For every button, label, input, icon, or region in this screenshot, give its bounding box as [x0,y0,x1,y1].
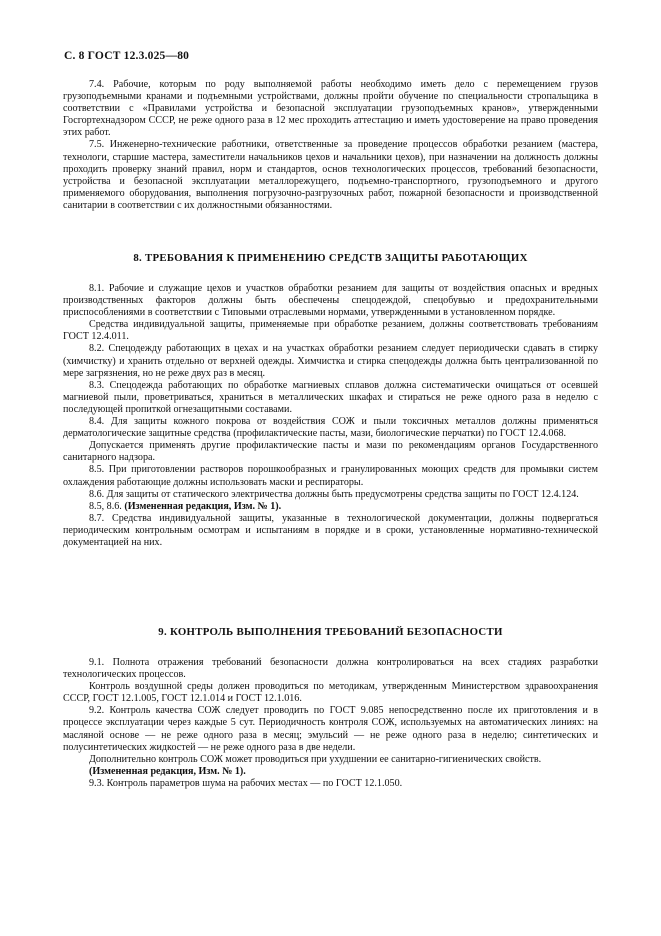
section8-text [63,283,598,549]
paragraph-7-5: 7.5. Инженерно-технические работники, ответственные за проведение процессов обработки резанием (мастера, технологи, старшие мастера, заместители начальников цехов и начальники цехов), при назначении на должность должны проходить проверку знаний правил, норм и стандартов, основ технологических процессов, требований безопасности, устройства и безопасной эксплуатации металлорежущего, подъемно-транспортного, грузоподъемного и другого применяемого оборудования, выполнения погрузочно-разгрузочных работ, пожарной безопасности и производственной санитарии в соответствии с их должностными обязанностями. [63,139,598,211]
paragraph-9-2: 9.2. Контроль качества СОЖ следует проводить по ГОСТ 9.085 непосредственно после их приготовления и в процессе эксплуатации через каждые 5 сут. Периодичность контроля СОЖ, используемых на автоматических линиях: на масляной основе — не реже одного раза в месяц; эмульсий — не реже одного раза в неделю; синтетических и полусинтетических жидкостей — не реже одного раза в две недели. [63,705,598,753]
paragraph-8-1-siz: Средства индивидуальной защиты, применяемые при обработке резанием, должны соответствовать требованиям ГОСТ 12.4.011. [63,319,598,343]
edit-note-9: (Измененная редакция, Изм. № 1). [89,765,246,777]
section9-heading: 9. КОНТРОЛЬ ВЫПОЛНЕНИЯ ТРЕБОВАНИЙ БЕЗОПАСНОСТИ [158,626,503,638]
paragraph-8-3: 8.3. Спецодежда работающих по обработке магниевых сплавов должна систематически очищаться от осевшей магниевой пыли, проветриваться, храниться в металлических шкафах и стираться не реже одного раза в неделю с последующей пропиткой огнезащитными составами. [63,379,598,415]
section8-heading: 8. ТРЕБОВАНИЯ К ПРИМЕНЕНИЮ СРЕДСТВ ЗАЩИТЫ РАБОТАЮЩИХ [133,252,528,264]
paragraph-8-5: 8.5. При приготовлении растворов порошкообразных и гранулированных моющих средств для промывки систем охлаждения работающие должны использовать маски и респираторы. [63,464,598,488]
paragraph-9-1-air: Контроль воздушной среды должен проводиться по методикам, утвержденным Министерством здравоохранения СССР, ГОСТ 12.1.005, ГОСТ 12.1.014 и ГОСТ 12.1.016. [63,681,598,705]
edit-note-8-5-8-6 [63,501,598,513]
paragraph-8-2: 8.2. Спецодежду работающих в цехах и на участках обработки резанием следует периодически сдавать в стирку (химчистку) и хранить отдельно от верхней одежды. Химчистка и стирка спецодежды должна быть централизованной по мере загрязнения, но не реже двух раз в месяц. [63,343,598,379]
paragraph-7-4: 7.4. Рабочие, которым по роду выполняемой работы необходимо иметь дело с перемещением грузов грузоподъемными кранами и подъемными устройствами, должны пройти обучение по специальности стропальщика в соответствии с «Правилами устройства и безопасной эксплуатации грузоподъемных кранов», утвержденными Госгортехнадзором СССР, не реже одного раза в 12 мес проходить аттестацию и иметь удостоверение на право проведения этих работ. [63,79,598,139]
page-header: С. 8 ГОСТ 12.3.025—80 [64,50,190,62]
paragraph-8-6: 8.6. Для защиты от статического электричества должны быть предусмотрены средства защиты по ГОСТ 12.4.124. [89,488,579,500]
edit-note-prefix: 8.5, 8.6. [89,500,125,512]
paragraph-9-3: 9.3. Контроль параметров шума на рабочих местах — по ГОСТ 12.1.050. [89,777,403,789]
paragraph-8-1: 8.1. Рабочие и служащие цехов и участков обработки резанием для защиты от воздействия опасных и вредных производственных факторов должны быть обеспечены спецодеждой, спецобувью и предохранительными приспособлениями в соответствии с Типовыми отраслевыми нормами, утвержденными в установленном порядке. [63,283,598,319]
section7-text [63,79,598,212]
paragraph-8-4: 8.4. Для защиты кожного покрова от воздействия СОЖ и пыли токсичных металлов должны применяться дерматологические защитные средства (профилактические пасты, мази, биологические перчатки) по ГОСТ 12.4.068. [63,416,598,440]
paragraph-8-7: 8.7. Средства индивидуальной защиты, указанные в технологической документации, должны подвергаться периодическим контрольным осмотрам и испытаниям в порядке и в сроки, установленные нормативно-технической документацией на них. [63,512,598,548]
edit-note-label: (Измененная редакция, Изм. № 1). [124,500,282,512]
paragraph-9-2-extra: Дополнительно контроль СОЖ может проводиться при ухудшении ее санитарно-гигиенических свойств. [89,753,542,765]
paragraph-9-1: 9.1. Полнота отражения требований безопасности должна контролироваться на всех стадиях разработки технологических процессов. [63,657,598,681]
paragraph-8-4-note: Допускается применять другие профилактические пасты и мази по рекомендациям органов Государственного санитарного надзора. [63,440,598,464]
section9-text [63,657,598,790]
